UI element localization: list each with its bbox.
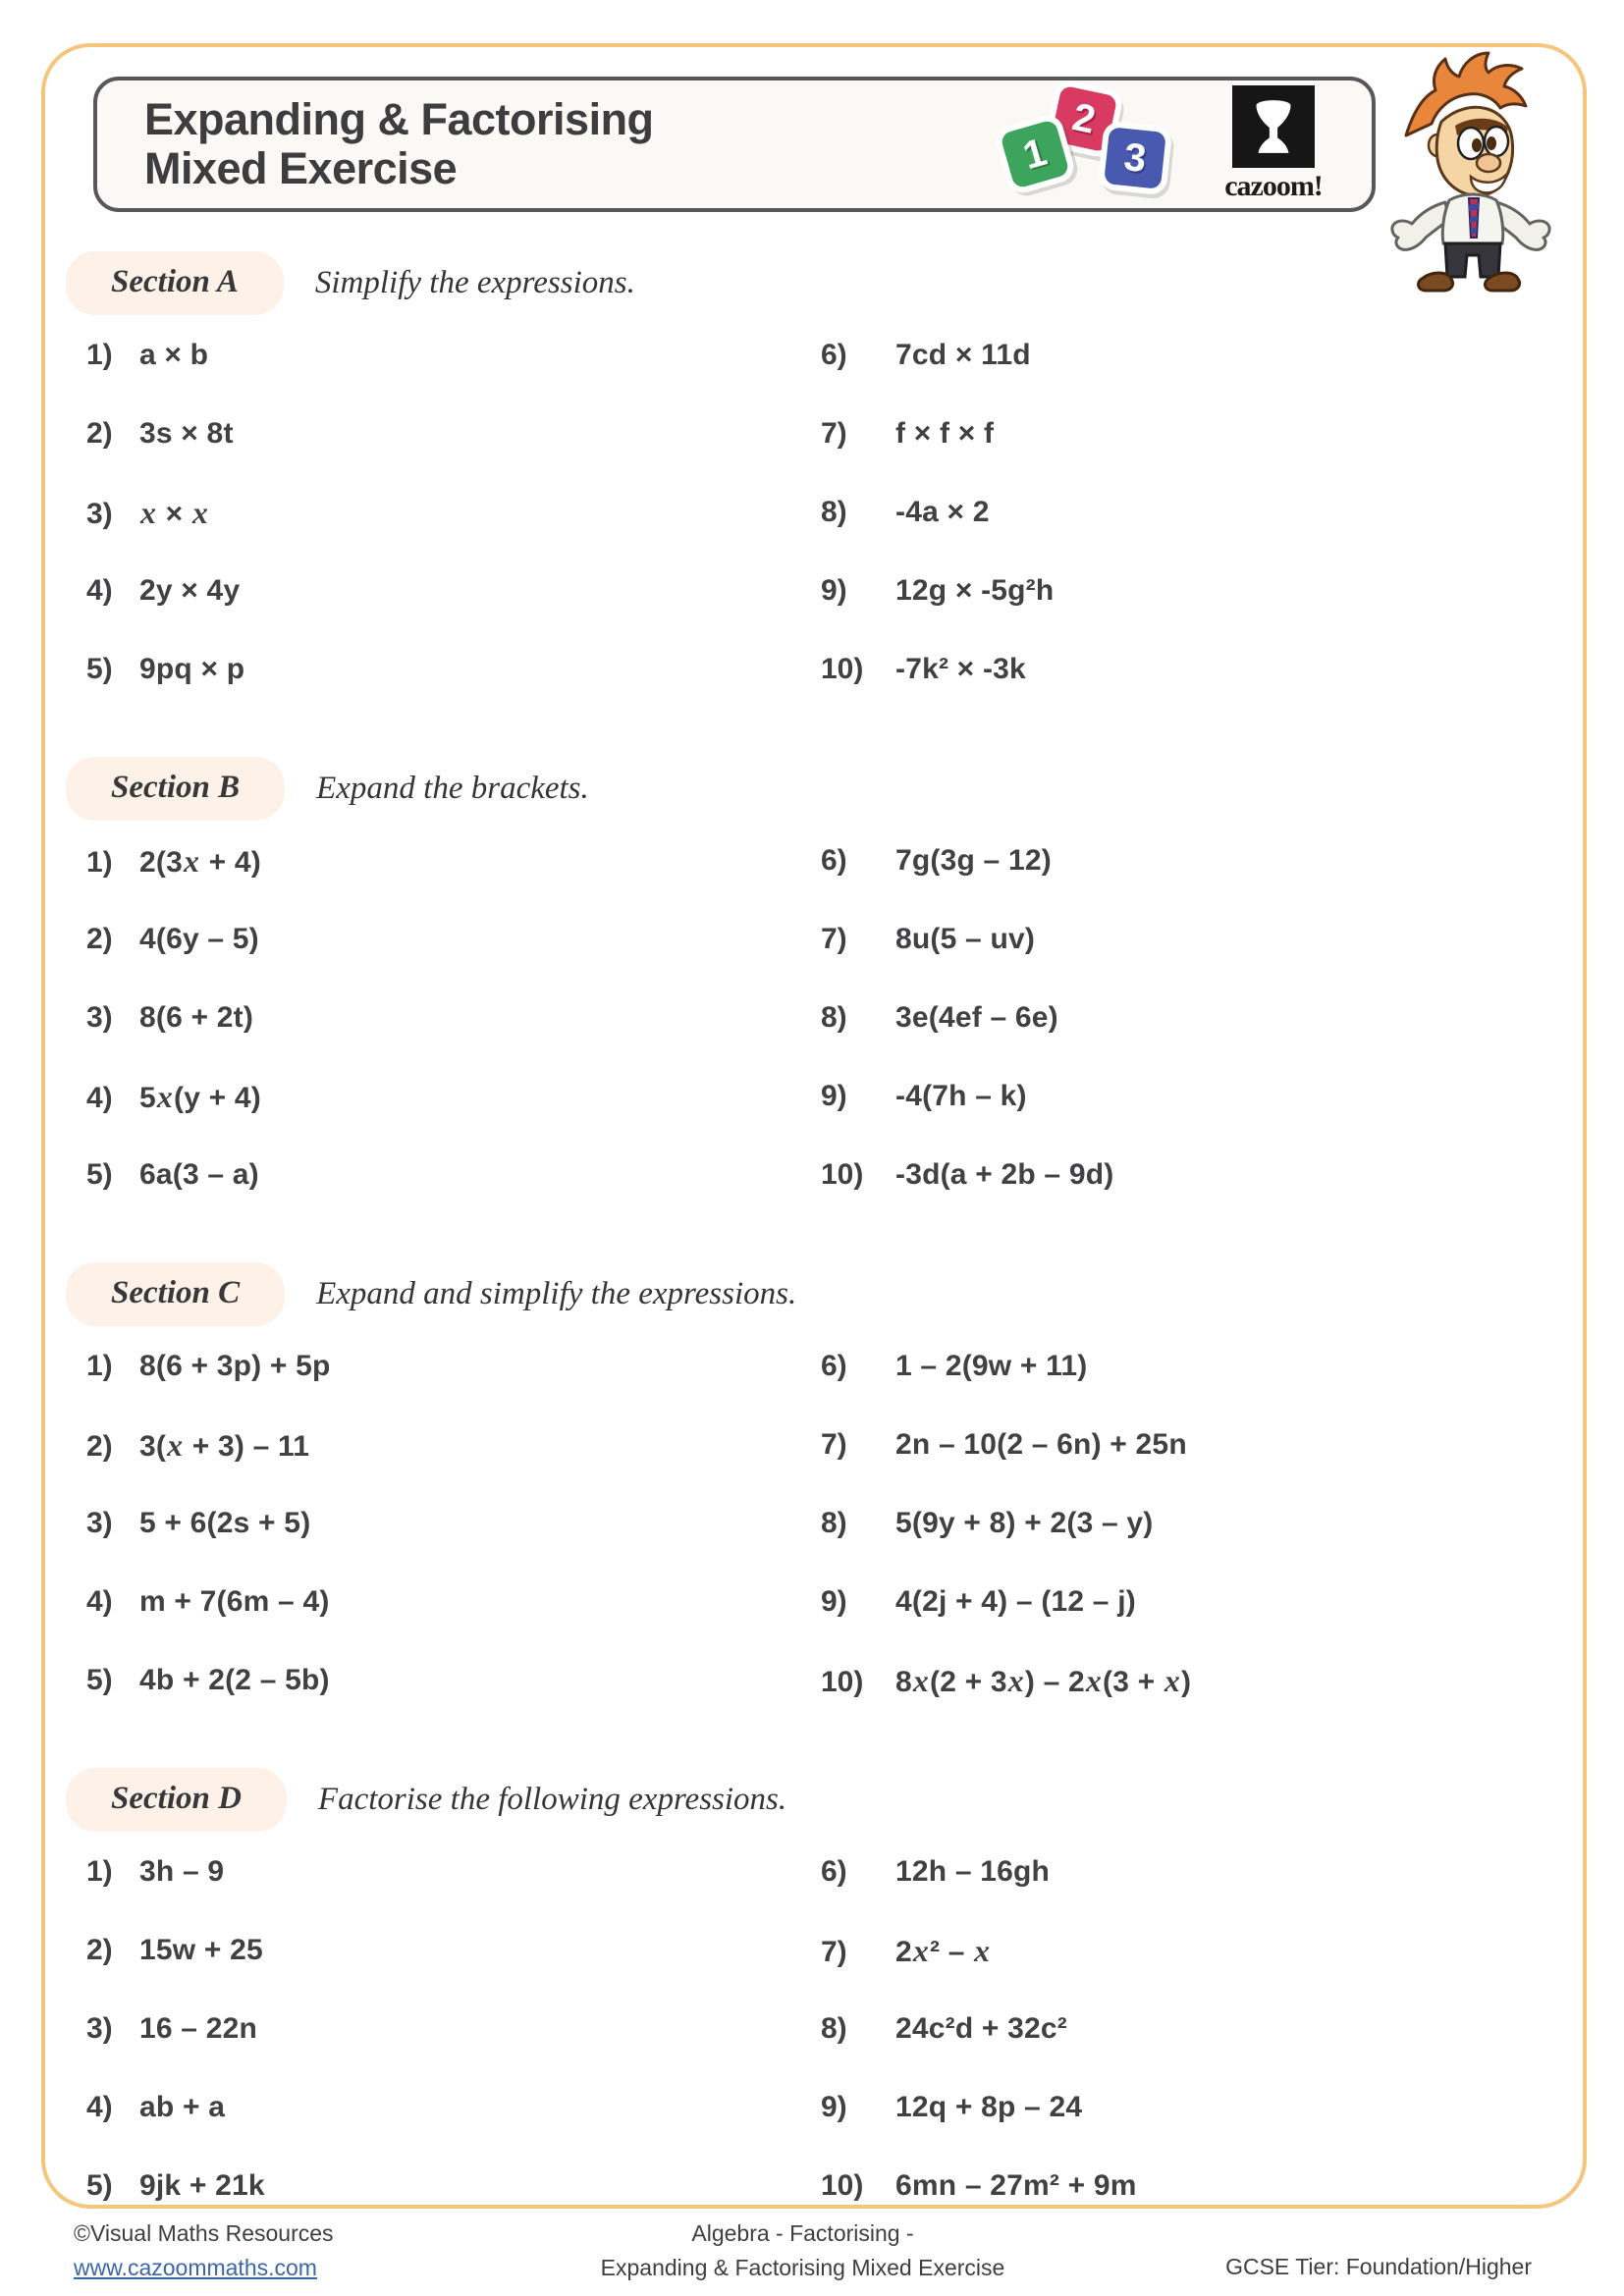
exercise-item (821, 653, 1054, 686)
exercise-item (86, 653, 821, 686)
item-number: 1) (86, 846, 113, 879)
item-number: 10) (821, 1158, 864, 1191)
item-number: 1) (86, 1350, 113, 1382)
section-d-header (66, 1768, 1549, 1832)
item-number: 3) (86, 498, 113, 530)
item-number: 7) (821, 417, 847, 450)
exercise-item (86, 2091, 821, 2124)
item-number: 10) (821, 2169, 864, 2202)
exercise-item (821, 1001, 1113, 1035)
section-instruction: Expand the brackets. (316, 771, 589, 806)
section-d-items (86, 1855, 1549, 2203)
section-label: Section D (66, 1768, 287, 1832)
title-box (93, 77, 1376, 212)
items-column-left (86, 339, 821, 686)
items-column-left (86, 844, 821, 1192)
items-column-left (86, 1855, 821, 2203)
items-column-left (86, 1350, 821, 1697)
item-number: 2) (86, 1934, 113, 1966)
exercise-item (821, 2169, 1137, 2203)
item-expression: 6a(3 – a) (139, 1158, 259, 1191)
exercise-item (821, 844, 1113, 878)
section-instruction: Expand and simplify the expressions. (316, 1276, 797, 1311)
section-d (86, 1768, 1549, 2203)
item-expression: 8(6 + 2t) (139, 1001, 254, 1034)
item-number: 2) (86, 417, 113, 450)
item-number: 2) (86, 923, 113, 955)
exercise-item (86, 844, 821, 878)
item-expression: a × b (139, 339, 209, 371)
item-number: 1) (86, 1855, 113, 1888)
exercise-item (86, 1001, 821, 1035)
exercise-item (821, 1585, 1191, 1619)
item-number: 4) (86, 1585, 113, 1618)
page-footer (0, 2216, 1624, 2284)
items-column-right (821, 844, 1113, 1192)
exercise-item (86, 923, 821, 956)
item-expression: -4(7h – k) (895, 1080, 1027, 1112)
item-number: 4) (86, 2091, 113, 2123)
items-column-right (821, 1350, 1191, 1697)
exercise-item (821, 1855, 1137, 1889)
footer-topic-line1: Algebra - Factorising - (691, 2220, 914, 2246)
item-expression: 4(2j + 4) – (12 – j) (895, 1585, 1136, 1618)
item-expression: 3(x + 3) – 11 (139, 1428, 310, 1463)
section-c (86, 1262, 1549, 1697)
item-expression: ab + a (139, 2091, 226, 2123)
tile-digit: 3 (1121, 134, 1149, 182)
exercise-item (86, 417, 821, 451)
item-expression: m + 7(6m – 4) (139, 1585, 330, 1618)
footer-topic-line2: Expanding & Factorising Mixed Exercise (600, 2254, 1005, 2280)
item-expression: 3s × 8t (139, 417, 234, 450)
page-title-line1: Expanding & Factorising (144, 93, 654, 144)
item-expression: 5(9y + 8) + 2(3 – y) (895, 1507, 1154, 1539)
drum-icon (1232, 85, 1315, 168)
tile-digit: 1 (1018, 130, 1052, 179)
website-link[interactable]: www.cazoommaths.com (74, 2254, 317, 2280)
footer-left (74, 2216, 486, 2284)
footer-tier: GCSE Tier: Foundation/Higher (1225, 2254, 1532, 2279)
item-number: 9) (821, 2091, 847, 2123)
item-number: 10) (821, 653, 864, 685)
item-number: 6) (821, 844, 847, 877)
item-expression: 12q + 8p – 24 (895, 2091, 1083, 2123)
item-expression: 2x² – x (895, 1934, 991, 1968)
item-expression: 2y × 4y (139, 574, 241, 607)
item-number: 6) (821, 1855, 847, 1888)
item-expression: 24c²d + 32c² (895, 2012, 1068, 2045)
item-expression: -4a × 2 (895, 496, 990, 528)
cazoom-wordmark: cazoom! (1224, 170, 1323, 202)
exercise-item (821, 923, 1113, 956)
section-label: Section C (66, 1262, 285, 1326)
items-column-right (821, 339, 1054, 686)
exercise-item (86, 2012, 821, 2046)
copyright-text: ©Visual Maths Resources (74, 2220, 334, 2246)
item-number: 5) (86, 2169, 113, 2202)
section-c-header (66, 1262, 1549, 1326)
item-expression: 4(6y – 5) (139, 923, 259, 955)
page-title-line2: Mixed Exercise (144, 143, 458, 193)
item-number: 8) (821, 2012, 847, 2045)
item-expression: 1 – 2(9w + 11) (895, 1350, 1088, 1382)
item-number: 6) (821, 1350, 847, 1382)
exercise-item (821, 496, 1054, 529)
item-expression: -3d(a + 2b – 9d) (895, 1158, 1114, 1191)
section-b (86, 757, 1549, 1192)
item-number: 8) (821, 496, 847, 528)
item-number: 8) (821, 1001, 847, 1034)
exercise-item (86, 339, 821, 372)
item-number: 9) (821, 574, 847, 607)
item-expression: 5x(y + 4) (139, 1080, 261, 1114)
exercise-item (821, 1158, 1113, 1192)
item-expression: 9pq × p (139, 653, 245, 685)
item-number: 3) (86, 1507, 113, 1539)
item-expression: 8u(5 – uv) (895, 923, 1036, 955)
exercise-item (86, 1934, 821, 1967)
section-a-items (86, 339, 1549, 686)
item-number: 8) (821, 1507, 847, 1539)
exercise-item (821, 1664, 1191, 1697)
item-number: 5) (86, 1664, 113, 1696)
item-expression: 6mn – 27m² + 9m (895, 2169, 1137, 2202)
exercise-item (86, 1507, 821, 1540)
exercise-item (821, 2012, 1137, 2046)
exercise-item (821, 1080, 1113, 1113)
exercise-item (86, 1080, 821, 1113)
item-number: 1) (86, 339, 113, 371)
item-expression: f × f × f (895, 417, 995, 450)
exercise-item (821, 1350, 1191, 1383)
item-number: 2) (86, 1430, 113, 1463)
section-a-header (66, 251, 1549, 315)
exercise-item (86, 1350, 821, 1383)
exercise-item (821, 1507, 1191, 1540)
item-expression: 3h – 9 (139, 1855, 225, 1888)
item-expression: 4b + 2(2 – 5b) (139, 1664, 330, 1696)
item-expression: 12h – 16gh (895, 1855, 1051, 1888)
item-number: 10) (821, 1666, 864, 1698)
exercise-item (86, 1855, 821, 1889)
exercise-item (821, 574, 1054, 608)
item-number: 6) (821, 339, 847, 371)
item-expression: x × x (140, 496, 209, 530)
exercise-item (86, 574, 821, 608)
section-c-items (86, 1350, 1549, 1697)
exercise-item (821, 1428, 1191, 1462)
item-expression: 7cd × 11d (895, 339, 1031, 371)
item-expression: 16 – 22n (139, 2012, 258, 2045)
section-instruction: Factorise the following expressions. (317, 1782, 787, 1817)
section-b-header (66, 757, 1549, 821)
exercise-item (86, 1664, 821, 1697)
item-expression: 15w + 25 (139, 1934, 263, 1966)
item-number: 9) (821, 1080, 847, 1112)
section-label: Section A (66, 251, 284, 315)
section-b-items (86, 844, 1549, 1192)
item-expression: 2(3x + 4) (139, 844, 261, 879)
item-expression: 8(6 + 3p) + 5p (139, 1350, 331, 1382)
exercise-item (821, 339, 1054, 372)
digit-tile-3-icon (1098, 121, 1173, 196)
item-number: 7) (821, 923, 847, 955)
item-number: 9) (821, 1585, 847, 1618)
item-number: 5) (86, 1158, 113, 1191)
item-number: 7) (821, 1936, 847, 1968)
item-expression: 5 + 6(2s + 5) (139, 1507, 311, 1539)
item-number: 5) (86, 653, 113, 685)
exercise-item (86, 2169, 821, 2203)
exercise-item (86, 496, 821, 529)
item-expression: 2n – 10(2 – 6n) + 25n (895, 1428, 1187, 1461)
sections-container (86, 212, 1549, 2203)
item-number: 3) (86, 2012, 113, 2045)
section-instruction: Simplify the expressions. (314, 265, 635, 300)
tile-digit: 2 (1068, 95, 1100, 142)
item-expression: 8x(2 + 3x) – 2x(3 + x) (895, 1664, 1192, 1698)
item-expression: 7g(3g – 12) (895, 844, 1052, 877)
footer-center (486, 2216, 1119, 2284)
section-a (86, 251, 1549, 686)
item-number: 7) (821, 1428, 847, 1461)
exercise-item (821, 1934, 1137, 1967)
exercise-item (86, 1585, 821, 1619)
exercise-item (86, 1158, 821, 1192)
item-expression: -7k² × -3k (895, 653, 1026, 685)
item-number: 4) (86, 1082, 113, 1114)
section-label: Section B (66, 757, 285, 821)
item-expression: 12g × -5g²h (895, 574, 1055, 607)
exercise-item (86, 1428, 821, 1462)
item-number: 3) (86, 1001, 113, 1034)
numbers-123-logo (999, 84, 1185, 204)
items-column-right (821, 1855, 1137, 2203)
page-title (97, 95, 999, 194)
item-number: 4) (86, 574, 113, 607)
item-expression: 3e(4ef – 6e) (895, 1001, 1058, 1034)
cazoom-logo (1218, 85, 1328, 203)
exercise-item (821, 2091, 1137, 2124)
exercise-item (821, 417, 1054, 451)
item-expression: 9jk + 21k (139, 2169, 265, 2202)
